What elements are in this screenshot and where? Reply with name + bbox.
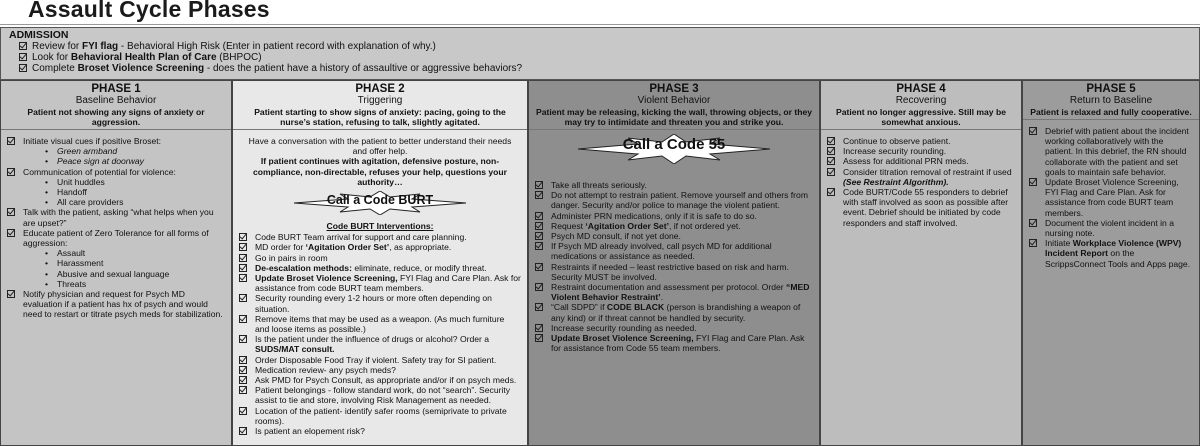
phase-title: PHASE 3	[649, 83, 699, 95]
sub-item: • Peace sign at doorway	[45, 156, 225, 166]
item-bold: De-escalation methods:	[255, 262, 352, 273]
sub-list	[23, 248, 225, 289]
phase-2-paragraph: Have a conversation with the patient to better understand their needs and offer help.	[248, 136, 512, 157]
callout-text: Call a Code BURT	[326, 193, 434, 208]
checkbox-icon	[1029, 127, 1037, 135]
checkbox-icon	[19, 53, 27, 61]
checkbox-icon	[239, 427, 247, 435]
list-item	[827, 167, 1015, 187]
sub-list	[23, 146, 225, 166]
list-item	[535, 241, 813, 261]
item-bold: “MED Violent Behavior Restraint’	[551, 282, 810, 303]
list-item	[7, 207, 225, 227]
list-item	[827, 156, 1015, 166]
list-item	[827, 136, 1015, 146]
item-text: Medication review- any psych meds?	[255, 364, 396, 375]
list-item	[827, 187, 1015, 228]
item-bold: Update Broset Violence Screening,	[255, 273, 398, 284]
checkbox-icon	[239, 243, 247, 251]
checkbox-icon	[239, 294, 247, 302]
checkbox-icon	[239, 274, 247, 282]
phase-2-column	[232, 80, 528, 446]
sub-item: • Threats	[45, 279, 225, 289]
list-item	[7, 136, 225, 167]
item-text: , as appropriate.	[389, 242, 452, 253]
checkbox-icon	[827, 137, 835, 145]
callout-text: Call a Code 55	[622, 136, 726, 153]
phase-1-list	[1, 136, 231, 320]
phase-subtitle: Return to Baseline	[1069, 95, 1153, 106]
checkbox-icon	[535, 324, 543, 332]
list-item	[535, 262, 813, 282]
item-text: If Psych MD already involved, call psych MD for additional medications or assistance as needed.	[551, 241, 772, 262]
item-text: FYI Flag and Care Plan. Ask for assistance from code BURT team members.	[255, 273, 521, 294]
phase-1-column	[0, 80, 232, 446]
phase-3-list	[529, 180, 819, 353]
list-item	[1029, 218, 1193, 238]
item-text: Psych MD consult, if not yet done.	[551, 231, 681, 242]
phase-description: Patient may be releasing, kicking the wall, throwing objects, or they may try to intimidate and threaten you and strike you.	[535, 107, 813, 127]
item-text: Administer PRN medications, only if it is safe to do so.	[551, 210, 757, 221]
item-text: Is the patient under the influence of drugs or alcohol? Order a	[255, 334, 490, 345]
item-text: (person is brandishing a weapon of any kind) or if threat cannot be handled by security.	[551, 302, 801, 323]
list-item	[535, 211, 813, 221]
phase-description: Patient no longer aggressive. Still may be somewhat anxious.	[835, 107, 1007, 127]
item-text: Patient belongings - follow standard work, do not “search”. Security assist to tie and store, involving Risk Management as needed.	[255, 385, 511, 406]
list-item	[239, 385, 521, 405]
checkbox-icon	[827, 157, 835, 165]
item-bold: Update Broset Violence Screening,	[551, 333, 694, 344]
item-bold-italic: (See Restraint Algorithm).	[843, 176, 949, 187]
admission-item-text: (BHPOC)	[216, 52, 262, 63]
phase-2-list	[233, 232, 527, 436]
list-item	[535, 323, 813, 333]
item-text: Is patient an elopement risk?	[255, 426, 365, 437]
list-item	[239, 334, 521, 354]
item-bold: ‘Agitation Order Set’	[305, 242, 390, 253]
checkbox-icon	[19, 64, 27, 72]
item-text: Increase security rounding.	[843, 146, 947, 157]
phase-2-header	[233, 83, 527, 130]
item-text: .	[660, 292, 664, 303]
sub-item: • Handoff	[45, 187, 225, 197]
list-item	[535, 190, 813, 210]
admission-item-bold: Broset Violence Screening	[77, 63, 205, 74]
admission-item-bold: FYI flag	[82, 41, 119, 52]
checkbox-icon	[7, 137, 15, 145]
checkbox-icon	[1029, 239, 1037, 247]
list-item	[239, 293, 521, 313]
admission-heading: ADMISSION	[9, 29, 69, 41]
checkbox-icon	[7, 168, 15, 176]
list-item	[1029, 126, 1193, 177]
phases-table	[0, 80, 1200, 446]
phase-5-list	[1023, 126, 1199, 269]
checkbox-icon	[239, 356, 247, 364]
list-item	[239, 365, 521, 375]
list-item	[239, 426, 521, 436]
checkbox-icon	[239, 376, 247, 384]
sub-item: • Abusive and sexual language	[45, 269, 225, 279]
code-burt-callout	[290, 191, 470, 215]
item-text: Go in pairs in room	[255, 252, 328, 263]
phase-3-column	[528, 80, 820, 446]
item-bold: CODE BLACK	[606, 302, 665, 313]
phase-title: PHASE 1	[91, 83, 141, 95]
list-item	[7, 289, 225, 320]
admission-item-bold: Behavioral Health Plan of Care	[70, 52, 217, 63]
list-item	[239, 375, 521, 385]
sub-item: • All care providers	[45, 197, 225, 207]
item-text: Communication of potential for violence:	[23, 166, 176, 177]
phase-description: Patient starting to show signs of anxiety: pacing, going to the nurse’s station, refusing to talk, slightly agitated.	[254, 107, 506, 127]
checkbox-icon	[535, 334, 543, 342]
checkbox-icon	[1029, 178, 1037, 186]
item-text: Remove items that may be used as a weapon. (As much furniture and loose items as possible.)	[255, 313, 505, 335]
checkbox-icon	[535, 181, 543, 189]
phase-title: PHASE 5	[1086, 83, 1136, 95]
checkbox-icon	[535, 263, 543, 271]
phase-subtitle: Violent Behavior	[637, 95, 711, 106]
phase-description: Patient not showing any signs of anxiety or aggression.	[27, 107, 205, 127]
item-text: Increase security rounding as needed.	[551, 322, 697, 333]
checkbox-icon	[827, 168, 835, 176]
admission-item-text: - does the patient have a history of assaultive or aggressive behaviors?	[204, 63, 523, 74]
checkbox-icon	[1029, 219, 1037, 227]
checkbox-icon	[239, 264, 247, 272]
sub-item: • Unit huddles	[45, 177, 225, 187]
item-text: Security rounding every 1-2 hours or more often depending on situation.	[255, 293, 492, 314]
checkbox-icon	[239, 254, 247, 262]
list-item	[1029, 238, 1193, 269]
checkbox-icon	[239, 233, 247, 241]
list-item	[827, 146, 1015, 156]
phase-5-header	[1023, 83, 1199, 120]
item-text: FYI Flag and Care Plan. Ask for assistance from Code 55 team members.	[551, 333, 805, 354]
checkbox-icon	[827, 188, 835, 196]
item-text: Code BURT/Code 55 responders to debrief with staff involved as soon as possible after event. Debrief should be initiated by code responders and staff involved.	[843, 187, 1009, 228]
checkbox-icon	[535, 242, 543, 250]
list-item	[535, 180, 813, 190]
phase-4-column	[820, 80, 1022, 446]
item-text: Restraint documentation and assessment per protocol. Order	[551, 282, 787, 293]
admission-item	[9, 41, 1199, 52]
checkbox-icon	[239, 335, 247, 343]
admission-item-text: Review for	[32, 41, 83, 52]
list-item	[239, 232, 521, 242]
phase-title: PHASE 4	[896, 83, 946, 95]
item-text: Ask PMD for Psych Consult, as appropriate and/or if on psych meds.	[255, 375, 517, 386]
item-text: , if not ordered yet.	[668, 220, 741, 231]
item-text: Initiate visual cues if positive Broset:	[23, 136, 162, 146]
item-text: Educate patient of Zero Tolerance for all forms of aggression:	[23, 227, 209, 249]
phase-4-list	[821, 136, 1021, 228]
item-text: Update Broset Violence Screening, FYI Flag and Care Plan. Ask for assistance from code BURT team members.	[1045, 177, 1179, 218]
item-text: Do not attempt to restrain patient. Remove yourself and others from danger. Security and/or police to manage the violent patient.	[551, 190, 808, 211]
list-item	[239, 406, 521, 426]
item-text: Request	[551, 220, 586, 231]
phase-1-header	[1, 83, 231, 130]
checkbox-icon	[239, 315, 247, 323]
item-text: Take all threats seriously.	[551, 180, 647, 190]
list-item	[239, 242, 521, 252]
item-text: eliminate, reduce, or modify threat.	[351, 262, 487, 273]
checkbox-icon	[7, 229, 15, 237]
code-55-callout	[574, 134, 774, 164]
phase-5-column	[1022, 80, 1200, 446]
item-text: Consider titration removal of restraint if used	[843, 166, 1012, 177]
item-text: Location of the patient- identify safer rooms (semiprivate to private rooms).	[255, 405, 507, 426]
item-text: Code BURT Team arrival for support and care planning.	[255, 232, 467, 243]
phase-description: Patient is relaxed and fully cooperative.	[1030, 107, 1192, 117]
list-item	[535, 221, 813, 231]
list-item	[535, 282, 813, 302]
checkbox-icon	[535, 191, 543, 199]
checkbox-icon	[535, 303, 543, 311]
checkbox-icon	[535, 283, 543, 291]
phase-2-escalation-text: If patient continues with agitation, defensive posture, non-compliance, non-directable, refuses your help, questions your authority…	[252, 156, 508, 187]
sub-item: • Green armband	[45, 146, 225, 156]
phase-title: PHASE 2	[355, 83, 405, 95]
item-text: Initiate	[1045, 238, 1073, 249]
list-item	[1029, 177, 1193, 218]
list-item	[239, 263, 521, 273]
item-text: MD order for	[255, 242, 306, 253]
phase-subtitle: Recovering	[895, 95, 947, 106]
list-item	[535, 333, 813, 353]
item-text: Debrief with patient about the incident working collaboratively with the patient. In this debrief, the RN should collaborate with the patient and set goals to maintain safe behavior.	[1045, 126, 1189, 177]
list-item	[239, 253, 521, 263]
item-text: Assess for additional PRN meds.	[843, 156, 969, 167]
list-item	[535, 231, 813, 241]
checkbox-icon	[239, 386, 247, 394]
checkbox-icon	[535, 222, 543, 230]
item-text: Document the violent incident in a nursing note.	[1045, 217, 1174, 239]
phase-4-header	[821, 83, 1021, 130]
checkbox-icon	[19, 42, 27, 50]
phase-subtitle: Baseline Behavior	[75, 95, 157, 106]
item-bold: Workplace Violence (WPV) Incident Report	[1045, 238, 1182, 259]
item-text: Notify physician and request for Psych MD evaluation if a patient has hx of psych and would need to restart or titrate psych meds for stabilization.	[23, 289, 223, 320]
admission-item	[9, 52, 1199, 63]
admission-item-text: - Behavioral High Risk (Enter in patient record with explanation of why.)	[118, 41, 436, 52]
list-item	[7, 228, 225, 289]
list-item	[239, 273, 521, 293]
item-text: Order Disposable Food Tray if violent. Safety tray for SI patient.	[255, 354, 497, 365]
checkbox-icon	[239, 407, 247, 415]
list-item	[535, 302, 813, 322]
phase-subtitle: Triggering	[357, 95, 403, 106]
title-rule	[0, 24, 1200, 25]
sub-item: • Harassment	[45, 258, 225, 268]
admission-item-text: Complete	[32, 63, 78, 74]
admission-section	[0, 27, 1200, 80]
list-item	[7, 167, 225, 208]
checkbox-icon	[7, 208, 15, 216]
admission-item-text: Look for	[32, 52, 71, 63]
interventions-heading: Code BURT Interventions:	[326, 221, 434, 232]
checkbox-icon	[535, 212, 543, 220]
item-text: “Call SDPD” if	[551, 302, 607, 313]
checkbox-icon	[7, 290, 15, 298]
item-text: on the ScrippsConnect Tools and Apps page.	[1045, 248, 1191, 269]
admission-item	[9, 63, 1199, 74]
item-bold: ‘Agitation Order Set’	[585, 220, 669, 231]
sub-list	[23, 177, 225, 208]
list-item	[239, 314, 521, 334]
checkbox-icon	[535, 232, 543, 240]
checkbox-icon	[239, 366, 247, 374]
item-text: Continue to observe patient.	[843, 136, 951, 146]
item-text: Talk with the patient, asking “what helps when you are upset?”	[23, 207, 214, 228]
item-bold: SUDS/MAT consult.	[255, 344, 335, 355]
page-title: Assault Cycle Phases	[28, 0, 270, 22]
sub-item: • Assault	[45, 248, 225, 258]
list-item	[239, 355, 521, 365]
phase-3-header	[529, 83, 819, 130]
item-text: Restraints if needed – least restrictive based on risk and harm. Security MUST be involved.	[551, 261, 789, 282]
title-bar	[0, 0, 1200, 22]
checkbox-icon	[827, 147, 835, 155]
